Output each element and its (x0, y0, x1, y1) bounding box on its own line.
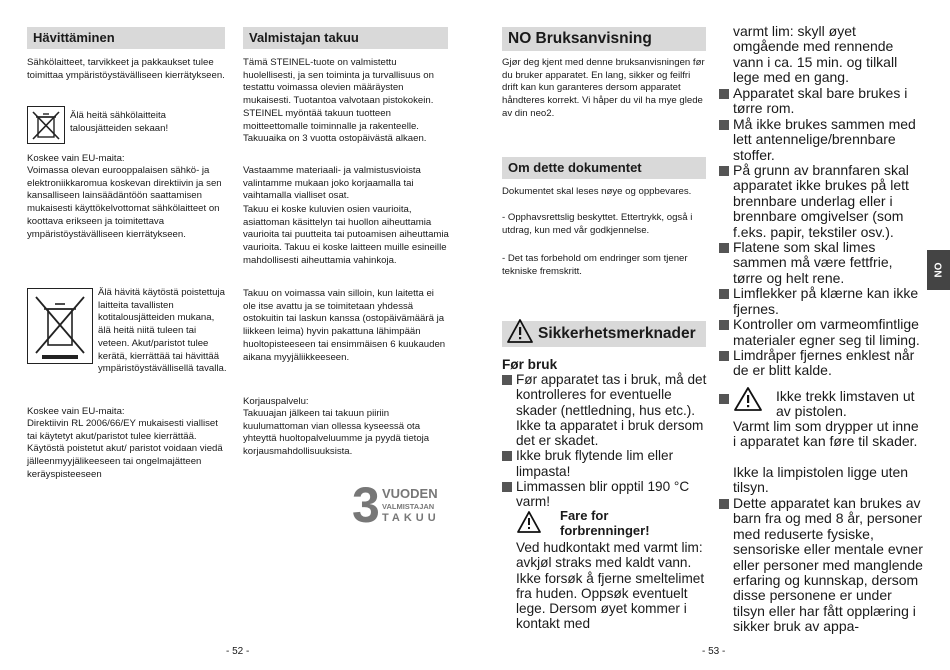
badge-line3: TAKUU (382, 512, 440, 524)
language-tab: NO (927, 250, 950, 290)
warning-triangle-icon (506, 318, 534, 344)
page-number-right: - 53 - (702, 646, 726, 657)
warranty-p2: Vastaamme materiaali- ja valmistusvioista valintamme mukaan joko korjaamalla tai vaihtamalla vialliset osat. (243, 165, 421, 202)
wee-bin-icon (27, 106, 65, 144)
bullet-square-icon (719, 166, 729, 176)
bullet-square-icon (719, 351, 729, 361)
repair-text: Takuuajan jälkeen tai takuun piiriin kuulumattoman vian ollessa kyseessä ota yhteyttä huoltopalveluumme ja pyydä tietoja korjausmahdollisuuksista. (243, 408, 430, 458)
stick-warning-icon (733, 386, 763, 412)
document-text: Dokumentet skal leses nøye og oppbevares. (502, 186, 692, 197)
burn-warning-text: Ved hudkontakt med varmt lim: avkjøl straks med kaldt vann. Ikke forsøk å fjerne smeltelimet fra huden. Oppsøk eventuelt lege. Dersom øyet kommer i kontakt med (516, 540, 705, 632)
bullet-item: Limdråper fjernes enklest når de er blitt kalde. (719, 348, 925, 379)
document-item-2: - Det tas forbehold om endringer som tjener tekniske fremskritt. (502, 253, 688, 277)
bullet-square-icon (719, 243, 729, 253)
bullet-item: Limmassen blir opptil 190 °C varm! (502, 479, 712, 510)
bullet-item: Før apparatet tas i bruk, må det kontrolleres for eventuelle skader (nettledning, hus etc.). Ikke ta apparatet i bruk dersom det er skadet. (502, 372, 712, 448)
section-heading-disposal: Hävittäminen (27, 27, 225, 49)
battery-bin-icon (27, 288, 93, 364)
bullet-square-icon (502, 375, 512, 385)
badge-number: 3 (352, 477, 380, 533)
disposal-intro: Sähkölaitteet, tarvikkeet ja pakkaukset tulee toimittaa ympäristöystävälliseen kierrätykseen. (27, 57, 225, 81)
burn-warning-icon (516, 510, 542, 534)
section-heading-warranty: Valmistajan takuu (243, 27, 448, 49)
bullet-item: Må ikke brukes sammen med lett antennelige/brennbare stoffer. (719, 117, 925, 163)
burn-warning-title: Fare for forbrenninger! (560, 508, 650, 538)
warn-unattended-text: Ikke la limpistolen ligge uten tilsyn. (733, 464, 909, 496)
warn-drip-text: Varmt lim som drypper ut inne i apparatet kan føre til skader. (733, 418, 919, 450)
warranty-p1: Tämä STEINEL-tuote on valmistettu huolellisesti, ja sen toiminta ja turvallisuus on testattu voimassa olevien määräysten mukaisesti. Tuotantoa valvotaan pistokokein. STEINEL myöntää takuun tuotteen moitteettomalle toiminnalle ja rakenteelle. Takuuaika on 3 vuotta ostopäivästä alkaen. (243, 57, 434, 145)
warranty-badge (352, 477, 444, 533)
eu-note-1: Voimassa olevan eurooppalaisen sähkö- ja elektroniikkaromua koskevan direktiivin ja sen kansalliseen lainsäädäntöön saattamisen mukaisesti käyttökelvottomat sähkölaitteet on koottava erikseen ja toimitettava ympäristöystävälliseen kierrätykseen. (27, 165, 222, 240)
safety-bullets-3 (719, 496, 925, 635)
bullet-square-icon (719, 320, 729, 330)
eu-note-2-title: Koskee vain EU-maita: (27, 406, 125, 417)
bullet-square-icon (719, 89, 729, 99)
warranty-p3: Takuu ei koske kuluvien osien vaurioita, asiattoman käsittelyn tai huollon aiheuttamia vaurioita tai puutteita tai putoamisen aiheuttamia vaurioita. Takuu ei koske laitteen muille esineille mahdollisesti aiheuttamia vahinkoja. (243, 204, 449, 266)
bullet-square-icon (719, 499, 729, 509)
page-number-left: - 52 - (226, 646, 250, 657)
document-item-1: - Opphavsrettslig beskyttet. Ettertrykk, også i utdrag, kun med vår godkjennelse. (502, 212, 693, 236)
warn-stick-text: Ikke trekk limstaven ut av pistolen. (776, 388, 915, 420)
bullet-item: På grunn av brannfaren skal apparatet ikke brukes på lett brennbare underlag eller i brennbare omgivelser (som f.eks. papir, tekstiler osv.). (719, 163, 925, 240)
safety-bullets-2 (719, 86, 925, 379)
section-heading-document: Om dette dokumentet (502, 157, 706, 179)
eu-note-2: Direktiivin RL 2006/66/EY mukaisesti vialliset tai käytetyt akut/paristot tulee kierrättää. Käytöstä poistetut akut/ paristot voidaan viedä jälleenmyyjälikeeseen tai ongelmajätteen keräyspisteeseen (27, 418, 223, 480)
badge-line1: VUODEN (382, 486, 438, 501)
bullet-square-icon (502, 482, 512, 492)
repair-title: Korjauspalvelu: (243, 396, 309, 407)
intro-text: Gjør deg kjent med denne bruksanvisningen før du bruker apparatet. En lang, sikker og feilfri drift kan kun garanteres dersom apparatet håndteres korrekt. Vi håper du vil ha mye glede av din neo2. (502, 57, 705, 119)
warranty-p4: Takuu on voimassa vain silloin, kun laitetta ei ole itse avattu ja se toimitetaan yhdessä ostokuitin tai laskun kanssa (ostopäivämäärä ja liikkeen leima) hyvin pakattuna lähimpään huoltopisteeseen tai ensimmäisen 6 kuukauden aikana myyjäliikkeeseen. (243, 288, 446, 363)
eye-contact-text: varmt lim: skyll øyet omgående med rennende vann i ca. 15 min. og tilkall lege med en gang. (733, 23, 898, 86)
bullet-square-icon (719, 391, 732, 409)
bullet-item: Kontroller om varmeomfintlige materialer egner seg til liming. (719, 317, 925, 348)
safety-bullets-1 (502, 372, 712, 510)
bullet-item: Dette apparatet kan brukes av barn fra og med 8 år, personer med reduserte fysiske, sensoriske eller mentale evner eller personer med manglende erfaring og kunnskap, dersom disse personene er under tilsyn eller har fått opplæring i sikker bruk av appa- (719, 496, 925, 635)
before-use-title: Før bruk (502, 357, 558, 372)
eu-note-1-title: Koskee vain EU-maita: (27, 153, 125, 164)
bullet-square-icon (502, 451, 512, 461)
bullet-item: Flatene som skal limes sammen må være fettfrie, tørre og helt rene. (719, 240, 925, 286)
bullet-square-icon (719, 289, 729, 299)
bullet-item: Ikke bruk flytende lim eller limpasta! (502, 448, 712, 479)
badge-line2: VALMISTAJAN (382, 502, 435, 511)
bullet-item: Apparatet skal bare brukes i tørre rom. (719, 86, 925, 117)
bullet-item: Limflekker på klærne kan ikke fjernes. (719, 286, 925, 317)
wee-icon-text: Älä heitä sähkölaitteita talousjätteiden sekaan! (70, 110, 169, 134)
section-heading-bruksanvisning: NO Bruksanvisning (502, 27, 706, 51)
battery-icon-text: Älä hävitä käytöstä poistettuja laitteita tavallisten kotitalousjätteiden mukana, älä heitä niitä tuleen tai veteen. Akut/paristot tulee kerätä, kierrättää tai hävittää ympäristöystävällisellä tavalla. (98, 287, 227, 375)
safety-heading-text: Sikkerhetsmerknader (538, 325, 696, 342)
bullet-square-icon (719, 120, 729, 130)
